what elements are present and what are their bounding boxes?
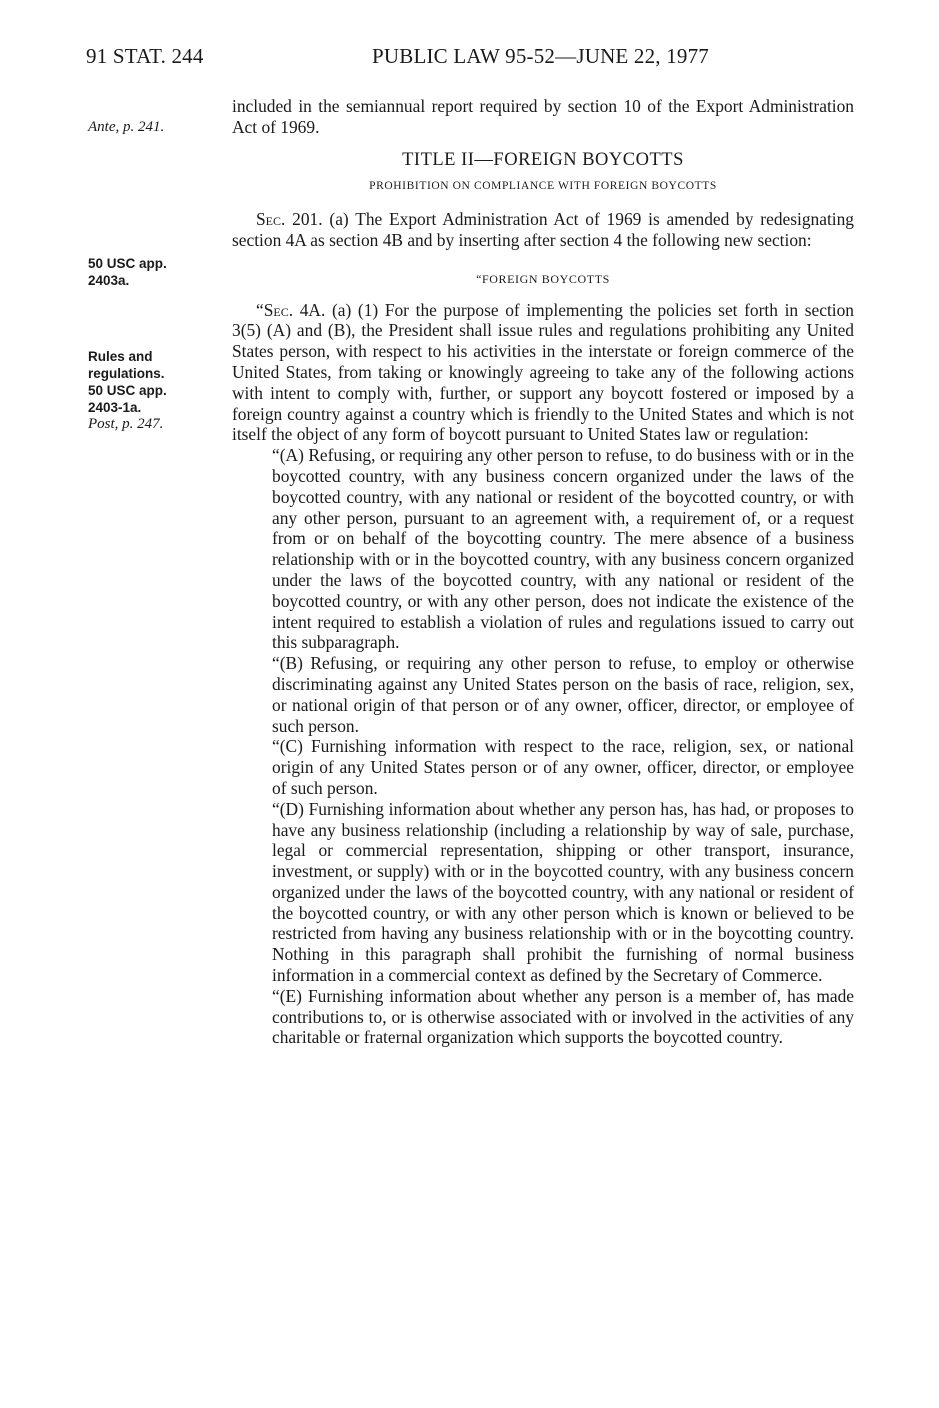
subparagraph-e: “(E) Furnishing information about whether any person is a member of, has made contributions to, or is otherwise associated with or involved in the activities of any charitable or fraternal organization which supports the boycotted country. <box>272 985 854 1048</box>
running-header: PUBLIC LAW 95-52—JUNE 22, 1977 <box>372 44 710 68</box>
section-4a-paragraph: “Sec. 4A. (a) (1) For the purpose of implementing the policies set forth in section 3(5) (A) and (B), the President shall issue rules and regulations prohibiting any United States person, with respect to his activities in the interstate or foreign commerce of the United States, from taking or knowingly agreeing to take any of the following actions with intent to comply with, further, or support any boycott fostered or imposed by a foreign country against a country which is friendly to the United States and which is not itself the object of any form of boycott pursuant to United States law or regulation: <box>232 299 854 445</box>
margin-note-rules: Rules and regulations. 50 USC app. 2403-1a. Post, p. 247. <box>88 349 167 432</box>
margin-note-usc-2403a: 50 USC app. 2403a. <box>88 256 167 288</box>
subparagraph-a: “(A) Refusing, or requiring any other person to refuse, to do business with or in the boycotted country, with any business concern organized under the laws of the boycotted country, with any national or resident of the boycotted country, or with any other person, pursuant to an agreement with, a requirement of, or a request from or on behalf of the boycotting country. The mere absence of a business relationship with or in the boycotted country, with any business concern organized under the laws of the boycotted country, with any national or resident of the boycotted country, or with any other person, does not indicate the existence of the intent required to establish a violation of rules and regulations issued to carry out this subparagraph. <box>272 445 854 653</box>
statute-page-number: 91 STAT. 244 <box>86 44 204 68</box>
title-heading: TITLE II—FOREIGN BOYCOTTS <box>402 149 684 170</box>
margin-note-ante: Ante, p. 241. <box>88 119 165 135</box>
subparagraph-c: “(C) Furnishing information with respect to the race, religion, sex, or national origin of any United States person or of any owner, officer, director, or employee of such person. <box>272 736 854 798</box>
subparagraph-b: “(B) Refusing, or requiring any other person to refuse, to employ or otherwise discriminating against any United States person on the basis of race, religion, sex, or national origin of that person or of any owner, officer, director, or employee of such person. <box>272 653 854 736</box>
section-heading-foreign-boycotts: “FOREIGN BOYCOTTS <box>476 271 610 286</box>
section-201-paragraph: Sec. 201. (a) The Export Administration Act of 1969 is amended by redesignating section 4A as section 4B and by inserting after section 4 the following new section: <box>232 209 854 250</box>
intro-paragraph: included in the semiannual report required by section 10 of the Export Administration Act of 1969. <box>232 96 854 137</box>
main-text-column <box>232 96 854 1048</box>
subparagraph-d: “(D) Furnishing information about whether any person has, has had, or proposes to have any business relationship (including a relationship by way of sale, purchase, legal or commercial representation, shipping or other transport, insurance, investment, or supply) with or in the boycotted country, with any business concern organized under the laws of the boycotted country, with any national or resident of the boycotted country, or with any other person which is known or believed to be restricted from having any business relationship with or in the boycotting country. Nothing in this paragraph shall prohibit the furnishing of normal business information in a commercial context as defined by the Secretary of Commerce. <box>272 798 854 986</box>
subtitle-heading: PROHIBITION ON COMPLIANCE WITH FOREIGN BOYCOTTS <box>369 180 717 193</box>
